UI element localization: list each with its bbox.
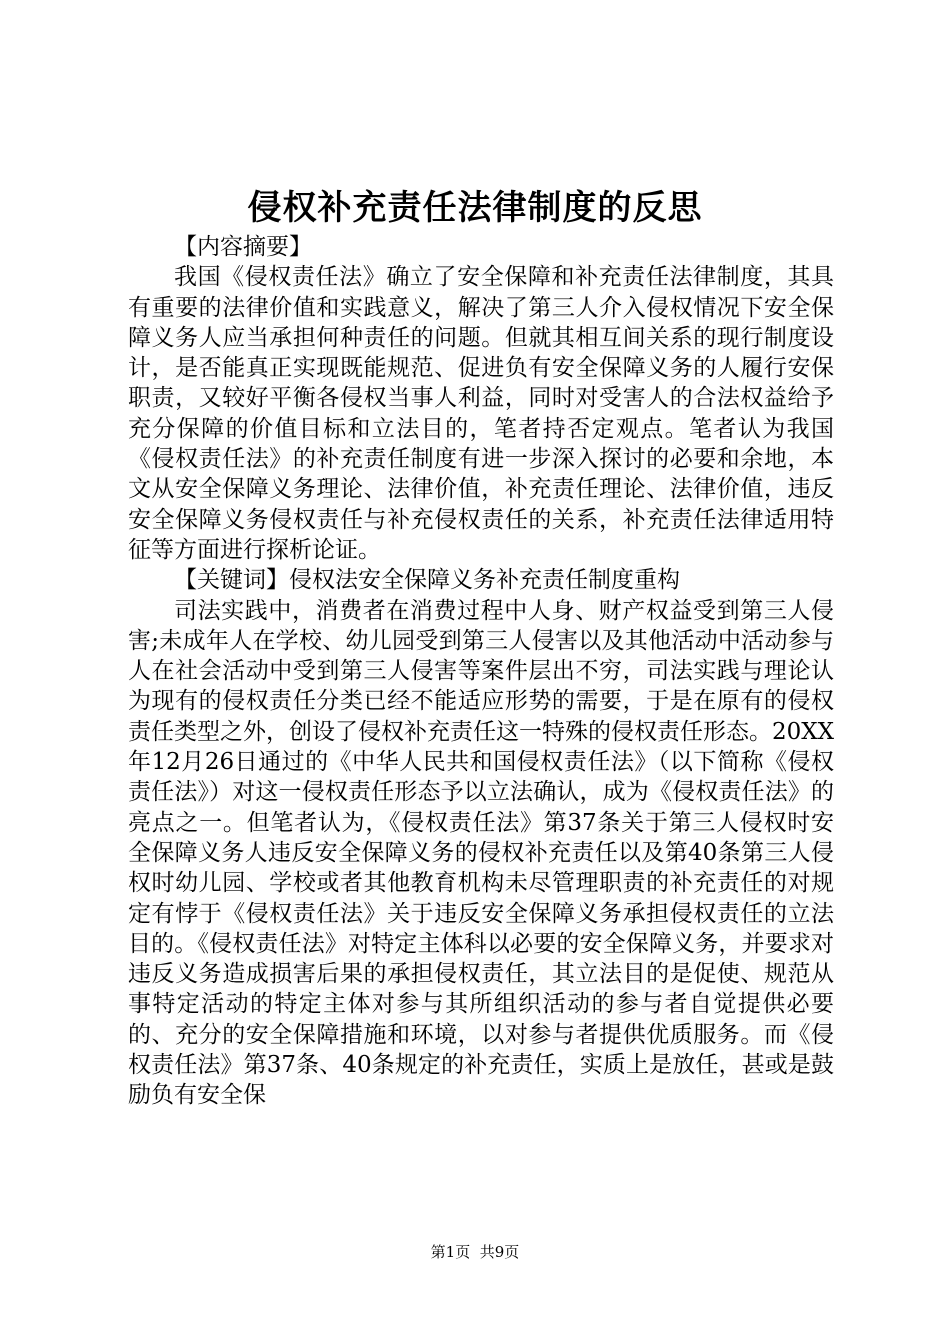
page-total: 共9页 — [479, 1243, 520, 1261]
body-paragraph: 司法实践中，消费者在消费过程中人身、财产权益受到第三人侵害;未成年人在学校、幼儿园受到第三人侵害以及其他活动中活动参与人在社会活动中受到第三人侵害等案件层出不穷，司法实践与理论认为现有的侵权责任分类已经不能适应形势的需要，于是在原有的侵权责任类型之外，创设了侵权补充责任这一特殊的侵权责任形态。20XX年12月26日通过的《中华人民共和国侵权责任法》（以下简称《侵权责任法》）对这一侵权责任形态予以立法确认，成为《侵权责任法》的亮点之一。但笔者认为，《侵权责任法》第37条关于第三人侵权时安全保障义务人违反安全保障义务的侵权补充责任以及第40条第三人侵权时幼儿园、学校或者其他教育机构未尽管理职责的补充责任的对规定有悖于《侵权责任法》关于违反安全保障义务承担侵权责任的立法目的。《侵权责任法》对特定主体科以必要的安全保障义务，并要求对违反义务造成损害后果的承担侵权责任，其立法目的是促使、规范从事特定活动的特定主体对参与其所组织活动的参与者自觉提供必要的、充分的安全保障措施和环境，以对参与者提供优质服务。而《侵权责任法》第37条、40条规定的补充责任，实质上是放任，甚或是鼓励负有安全保 — [128, 597, 835, 1109]
document-title: 侵权补充责任法律制度的反思 — [247, 188, 703, 228]
page-number: 第1页 — [430, 1243, 471, 1261]
document-body — [128, 232, 834, 1111]
abstract-paragraph: 我国《侵权责任法》确立了安全保障和补充责任法律制度，其具有重要的法律价值和实践意义，解决了第三人介入侵权情况下安全保障义务人应当承担何种责任的问题。但就其相互间关系的现行制度设计，是否能真正实现既能规范、促进负有安全保障义务的人履行安保职责，又较好平衡各侵权当事人利益，同时对受害人的合法权益给予充分保障的价值目标和立法目的，笔者持否定观点。笔者认为我国《侵权责任法》的补充责任制度有进一步深入探讨的必要和余地，本文从安全保障义务理论、法律价值，补充责任理论、法律价值，违反安全保障义务侵权责任与补充侵权责任的关系，补充责任法律适用特征等方面进行探析论证。 — [128, 264, 834, 563]
abstract-heading: 【内容摘要】 — [174, 234, 312, 260]
keywords-paragraph: 【关键词】侵权法安全保障义务补充责任制度重构 — [174, 567, 680, 594]
page-footer — [0, 1242, 950, 1262]
footer-separator — [470, 1243, 480, 1261]
